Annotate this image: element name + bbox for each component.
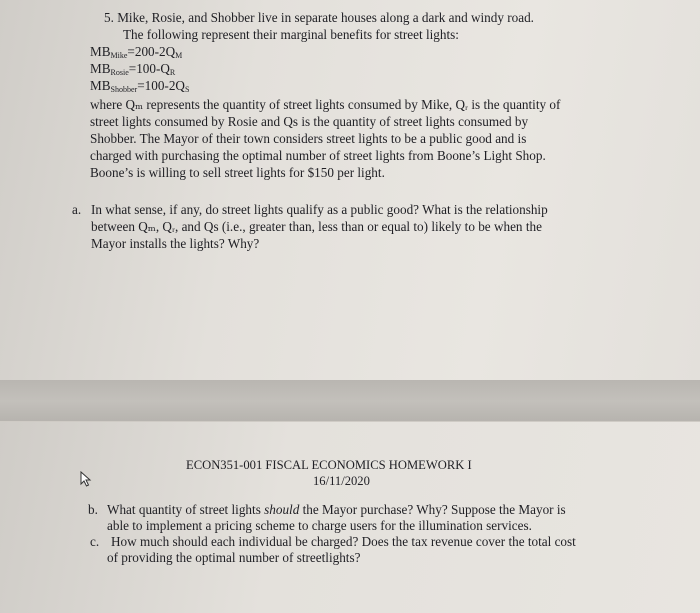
part-b-line-2: able to implement a pricing scheme to charge users for the illumination services.	[107, 518, 532, 533]
part-a-line-1: In what sense, if any, do street lights qualify as a public good? What is the relationship	[91, 202, 548, 217]
question-number: 5.	[104, 10, 114, 25]
part-a-label: a.	[72, 202, 82, 217]
page-separator	[0, 380, 700, 422]
part-c-line-1: How much should each individual be charged? Does the tax revenue cover the total cost	[111, 534, 576, 549]
part-a-line-3: Mayor installs the lights? Why?	[91, 236, 260, 251]
part-b-line-1: What quantity of street lights should the Mayor purchase? Why? Suppose the Mayor is	[107, 502, 566, 517]
mb-mike-equation: $MB_{Mike}=200-2Q_M$	[90, 44, 183, 60]
question-5-intro-line1	[104, 10, 534, 26]
header-date: 16/11/2020	[313, 474, 370, 488]
mb-rosie-equation: $MB_{Rosie}=100-Q_R$	[90, 61, 176, 77]
question-5-intro-line2: The following represent their marginal benefits for street lights:	[123, 27, 459, 42]
where-line-5: Boone’s is willing to sell street lights for $150 per light.	[90, 165, 385, 180]
where-line-2: street lights consumed by Rosie and Qs is the quantity of street lights consumed by	[90, 114, 529, 129]
where-line-4: charged with purchasing the optimal number of street lights from Boone’s Light Shop.	[90, 148, 546, 163]
where-line-1: where Qₘ represents the quantity of street lights consumed by Mike, Qᵣ is the quantity of	[90, 97, 561, 112]
part-a-line-2: between Qₘ, Qᵣ, and Qs (i.e., greater than, less than or equal to) likely to be when the	[91, 219, 542, 234]
part-b-label: b.	[88, 502, 98, 517]
where-line-3: Shobber. The Mayor of their town considers street lights to be a public good and is	[90, 131, 527, 146]
question-intro-text: Mike, Rosie, and Shobber live in separate houses along a dark and windy road.	[117, 10, 534, 25]
course-header: ECON351-001 FISCAL ECONOMICS HOMEWORK I	[186, 458, 472, 472]
mb-shobber-equation: $MB_{Shobber}=100-2Q_S$	[90, 78, 190, 94]
part-c-line-2: of providing the optimal number of streetlights?	[107, 550, 361, 565]
mouse-cursor-icon	[80, 471, 94, 487]
part-c-label: c.	[90, 534, 100, 549]
